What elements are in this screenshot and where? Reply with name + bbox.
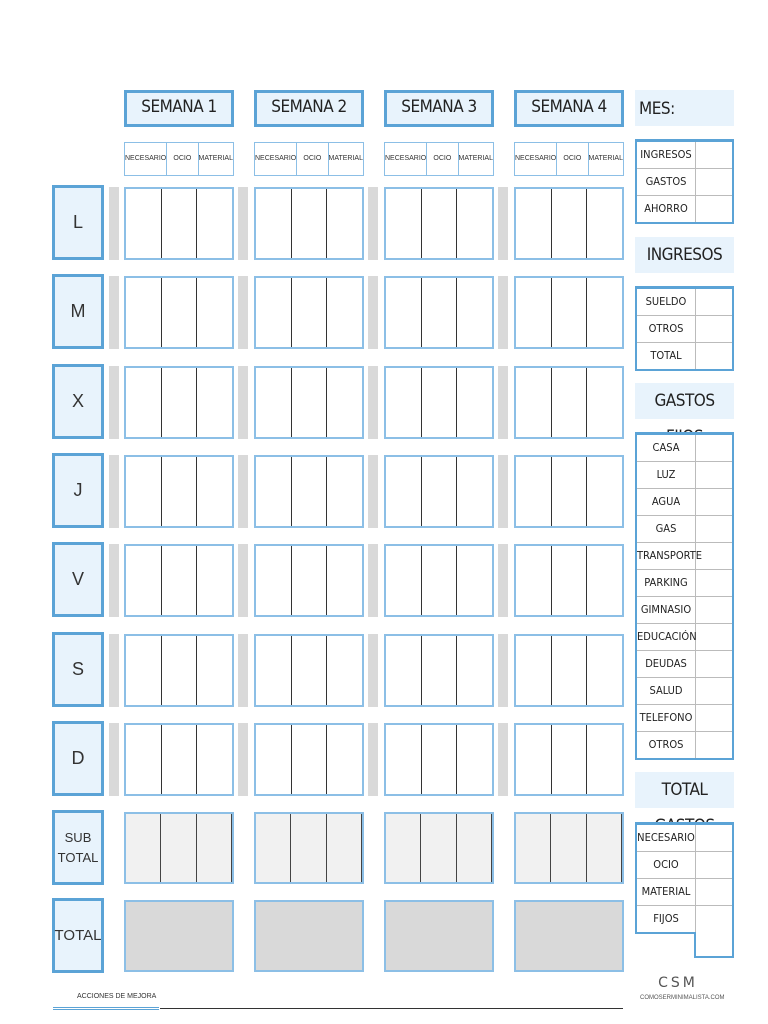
week-4-columns: [514, 142, 624, 176]
entry-cell[interactable]: [292, 368, 328, 437]
entry-cell[interactable]: [422, 278, 458, 347]
subtotal-cell[interactable]: [587, 814, 622, 882]
row-marker: [238, 723, 248, 796]
row-marker: [498, 634, 508, 707]
day-cells-week-2: [254, 276, 364, 349]
entry-cell[interactable]: [552, 278, 588, 347]
row-value-transporte[interactable]: [696, 543, 732, 569]
table-row: [637, 316, 732, 343]
day-cells-week-3: [384, 723, 494, 796]
entry-cell[interactable]: [457, 546, 492, 615]
entry-cell[interactable]: [256, 636, 292, 705]
row-value-ingresos[interactable]: [696, 142, 732, 168]
entry-cell[interactable]: [292, 546, 328, 615]
day-cells-week-1: [124, 634, 234, 707]
day-cells-week-4: [514, 276, 624, 349]
day-label-m: M: [52, 274, 104, 349]
column-label-ocio: OCIO: [427, 143, 458, 175]
entry-cell[interactable]: [126, 278, 162, 347]
entry-cell[interactable]: [162, 725, 198, 794]
entry-cell[interactable]: [292, 278, 328, 347]
day-cells-week-1: [124, 455, 234, 528]
day-label-x: X: [52, 364, 104, 439]
column-label-necesario: NECESARIO: [515, 143, 557, 175]
entry-cell[interactable]: [126, 189, 162, 258]
table-row: [637, 852, 732, 879]
row-value-total[interactable]: [696, 343, 732, 369]
ingresos-table: [635, 286, 734, 371]
row-marker: [238, 366, 248, 439]
subtotal-cell[interactable]: [421, 814, 456, 882]
row-marker: [498, 276, 508, 349]
entry-cell[interactable]: [292, 725, 328, 794]
entry-cell[interactable]: [457, 278, 492, 347]
day-cells-week-1: [124, 366, 234, 439]
day-cells-week-1: [124, 276, 234, 349]
row-value-casa[interactable]: [696, 435, 732, 461]
day-label-l: L: [52, 185, 104, 260]
entry-cell[interactable]: [126, 725, 162, 794]
entry-cell[interactable]: [457, 457, 492, 526]
subtotal-cells-week-4: [514, 812, 624, 884]
entry-cell[interactable]: [162, 457, 198, 526]
table-row: [637, 651, 732, 678]
entry-cell[interactable]: [256, 368, 292, 437]
entry-cell[interactable]: [197, 546, 232, 615]
entry-cell[interactable]: [457, 725, 492, 794]
entry-cell[interactable]: [126, 546, 162, 615]
entry-cell[interactable]: [256, 278, 292, 347]
day-cells-week-2: [254, 544, 364, 617]
brand-logo: CSM: [658, 975, 698, 991]
table-row: [637, 732, 732, 758]
table-row: [637, 343, 732, 369]
ingresos-header: [635, 237, 734, 273]
row-label-casa: CASA: [637, 435, 696, 461]
entry-cell[interactable]: [422, 636, 458, 705]
day-cells-week-4: [514, 366, 624, 439]
mes-label: MES:: [639, 99, 675, 119]
row-marker: [368, 634, 378, 707]
entry-cell[interactable]: [587, 189, 622, 258]
entry-cell[interactable]: [197, 278, 232, 347]
day-cells-week-3: [384, 187, 494, 260]
entry-cell[interactable]: [126, 636, 162, 705]
subtotal-cell[interactable]: [327, 814, 362, 882]
day-cells-week-3: [384, 634, 494, 707]
row-label-sueldo: SUELDO: [637, 289, 696, 315]
table-row: [637, 435, 732, 462]
entry-cell[interactable]: [197, 457, 232, 526]
day-cells-week-2: [254, 634, 364, 707]
column-label-ocio: OCIO: [297, 143, 328, 175]
row-marker: [498, 455, 508, 528]
entry-cell[interactable]: [552, 636, 588, 705]
row-marker: [238, 455, 248, 528]
week-title-3: SEMANA 3: [384, 90, 494, 127]
entry-cell[interactable]: [256, 457, 292, 526]
row-label-fijos: FIJOS: [637, 906, 696, 932]
day-cells-week-3: [384, 455, 494, 528]
subtotal-label: SUB TOTAL: [52, 810, 104, 885]
day-label-s: S: [52, 632, 104, 707]
entry-cell[interactable]: [256, 546, 292, 615]
entry-cell[interactable]: [292, 457, 328, 526]
row-label-total: TOTAL: [637, 343, 696, 369]
row-value-gastos[interactable]: [696, 169, 732, 195]
row-marker: [498, 544, 508, 617]
row-marker: [498, 723, 508, 796]
entry-cell[interactable]: [422, 189, 458, 258]
table-row: [637, 489, 732, 516]
acciones-label: ACCIONES DE MEJORA: [77, 993, 157, 1000]
entry-cell[interactable]: [327, 278, 362, 347]
row-label-otros: OTROS: [637, 316, 696, 342]
row-value-ahorro[interactable]: [696, 196, 732, 222]
entry-cell[interactable]: [126, 368, 162, 437]
subtotal-cell[interactable]: [457, 814, 492, 882]
subtotal-cells-week-3: [384, 812, 494, 884]
table-row: [637, 906, 732, 932]
entry-cell[interactable]: [422, 457, 458, 526]
entry-cell[interactable]: [327, 457, 362, 526]
row-label-agua: AGUA: [637, 489, 696, 515]
row-value-otros[interactable]: [696, 316, 732, 342]
day-cells-week-4: [514, 723, 624, 796]
entry-cell[interactable]: [516, 725, 552, 794]
entry-cell[interactable]: [386, 457, 422, 526]
entry-cell[interactable]: [516, 636, 552, 705]
total-label: TOTAL: [52, 898, 104, 973]
row-value-fijos[interactable]: [696, 906, 732, 932]
table-row: [637, 678, 732, 705]
entry-cell[interactable]: [292, 636, 328, 705]
column-label-material: MATERIAL: [198, 155, 233, 162]
entry-cell[interactable]: [587, 546, 622, 615]
table-row: [637, 169, 732, 196]
row-label-transporte: TRANSPORTE: [637, 543, 696, 569]
day-cells-week-2: [254, 723, 364, 796]
row-value-luz[interactable]: [696, 462, 732, 488]
table-row: [637, 597, 732, 624]
day-cells-week-1: [124, 544, 234, 617]
row-value-deudas[interactable]: [696, 651, 732, 677]
entry-cell[interactable]: [197, 189, 232, 258]
row-label-luz: LUZ: [637, 462, 696, 488]
entry-cell[interactable]: [256, 189, 292, 258]
day-label-j: J: [52, 453, 104, 528]
day-cells-week-2: [254, 455, 364, 528]
entry-cell[interactable]: [552, 546, 588, 615]
row-value-agua[interactable]: [696, 489, 732, 515]
entry-cell[interactable]: [327, 189, 362, 258]
subtotal-cell[interactable]: [256, 814, 291, 882]
row-label-gimnasio: GIMNASIO: [637, 597, 696, 623]
entry-cell[interactable]: [552, 189, 588, 258]
week-3-columns: [384, 142, 494, 176]
entry-cell[interactable]: [197, 636, 232, 705]
row-marker: [238, 276, 248, 349]
entry-cell[interactable]: [457, 636, 492, 705]
row-label-ahorro: AHORRO: [637, 196, 696, 222]
column-label-necesario: NECESARIO: [125, 143, 167, 175]
subtotal-cell[interactable]: [197, 814, 232, 882]
row-label-otros: OTROS: [637, 732, 696, 758]
entry-cell[interactable]: [386, 189, 422, 258]
day-cells-week-1: [124, 723, 234, 796]
row-value-educación[interactable]: [696, 624, 732, 650]
row-value-gas[interactable]: [696, 516, 732, 542]
row-marker: [109, 187, 119, 260]
subtotal-cell[interactable]: [161, 814, 196, 882]
row-marker: [109, 544, 119, 617]
subtotal-cell[interactable]: [516, 814, 551, 882]
row-label-material: MATERIAL: [637, 879, 696, 905]
entry-cell[interactable]: [386, 368, 422, 437]
table-row: [637, 879, 732, 906]
entry-cell[interactable]: [587, 457, 622, 526]
row-value-ocio[interactable]: [696, 852, 732, 878]
gastos-fijos-header: [635, 383, 734, 419]
entry-cell[interactable]: [162, 636, 198, 705]
total-gastos-header: [635, 772, 734, 808]
entry-cell[interactable]: [197, 368, 232, 437]
week-title-2: SEMANA 2: [254, 90, 364, 127]
entry-cell[interactable]: [552, 368, 588, 437]
row-marker: [368, 187, 378, 260]
subtotal-cells-week-1: [124, 812, 234, 884]
entry-cell[interactable]: [457, 189, 492, 258]
ingresos-title: INGRESOS: [646, 245, 723, 265]
row-marker: [109, 455, 119, 528]
row-marker: [109, 276, 119, 349]
gastos-fijos-table: [635, 432, 734, 760]
table-row: [637, 142, 732, 169]
row-value-telefono[interactable]: [696, 705, 732, 731]
subtotal-cell[interactable]: [291, 814, 326, 882]
entry-cell[interactable]: [587, 368, 622, 437]
entry-cell[interactable]: [162, 278, 198, 347]
entry-cell[interactable]: [516, 546, 552, 615]
row-marker: [109, 634, 119, 707]
subtotal-cell[interactable]: [386, 814, 421, 882]
day-cells-week-4: [514, 634, 624, 707]
row-marker: [368, 544, 378, 617]
day-cells-week-3: [384, 366, 494, 439]
subtotal-cell[interactable]: [126, 814, 161, 882]
total-cell-week-1[interactable]: [124, 900, 234, 972]
brand-url: COMOSERMINIMALISTA.COM: [640, 995, 725, 1001]
subtotal-cells-week-2: [254, 812, 364, 884]
day-cells-week-4: [514, 187, 624, 260]
total-cell-week-4[interactable]: [514, 900, 624, 972]
table-row: [637, 289, 732, 316]
row-marker: [238, 187, 248, 260]
week-2-columns: [254, 142, 364, 176]
row-marker: [109, 723, 119, 796]
total-gastos-table: [635, 822, 734, 934]
row-marker: [109, 366, 119, 439]
table-row: [637, 516, 732, 543]
total-cell-week-3[interactable]: [384, 900, 494, 972]
day-cells-week-2: [254, 366, 364, 439]
column-label-material: MATERIAL: [328, 155, 363, 162]
day-cells-week-3: [384, 544, 494, 617]
acciones-line[interactable]: [160, 1008, 623, 1009]
row-value-parking[interactable]: [696, 570, 732, 596]
row-label-telefono: TELEFONO: [637, 705, 696, 731]
row-label-gas: GAS: [637, 516, 696, 542]
table-row: [637, 825, 732, 852]
entry-cell[interactable]: [587, 636, 622, 705]
day-cells-week-4: [514, 544, 624, 617]
row-value-otros[interactable]: [696, 732, 732, 758]
row-marker: [368, 455, 378, 528]
entry-cell[interactable]: [386, 725, 422, 794]
row-marker: [368, 276, 378, 349]
entry-cell[interactable]: [327, 725, 362, 794]
row-label-deudas: DEUDAS: [637, 651, 696, 677]
week-1-columns: [124, 142, 234, 176]
entry-cell[interactable]: [327, 546, 362, 615]
row-label-salud: SALUD: [637, 678, 696, 704]
entry-cell[interactable]: [386, 278, 422, 347]
entry-cell[interactable]: [292, 189, 328, 258]
table-row: [637, 462, 732, 489]
week-title-4: SEMANA 4: [514, 90, 624, 127]
total-gastos-title: TOTAL: [661, 780, 708, 800]
entry-cell[interactable]: [126, 457, 162, 526]
row-marker: [368, 366, 378, 439]
day-cells-week-1: [124, 187, 234, 260]
entry-cell[interactable]: [516, 189, 552, 258]
table-row: [637, 624, 732, 651]
entry-cell[interactable]: [327, 636, 362, 705]
table-row: [637, 705, 732, 732]
entry-cell[interactable]: [162, 368, 198, 437]
table-row: [637, 570, 732, 597]
row-value-salud[interactable]: [696, 678, 732, 704]
day-label-v: V: [52, 542, 104, 617]
row-marker: [498, 187, 508, 260]
row-marker: [498, 366, 508, 439]
entry-cell[interactable]: [162, 546, 198, 615]
entry-cell[interactable]: [256, 725, 292, 794]
entry-cell[interactable]: [587, 725, 622, 794]
gastos-fijos-title: GASTOS: [654, 391, 715, 411]
day-cells-week-4: [514, 455, 624, 528]
row-marker: [238, 634, 248, 707]
row-value-material[interactable]: [696, 879, 732, 905]
grand-total-cell[interactable]: [694, 932, 734, 958]
entry-cell[interactable]: [197, 725, 232, 794]
day-label-d: D: [52, 721, 104, 796]
entry-cell[interactable]: [422, 725, 458, 794]
column-label-necesario: NECESARIO: [255, 143, 297, 175]
row-marker: [238, 544, 248, 617]
total-cell-week-2[interactable]: [254, 900, 364, 972]
mes-table: [635, 139, 734, 224]
entry-cell[interactable]: [552, 457, 588, 526]
row-label-necesario: NECESARIO: [637, 825, 696, 851]
entry-cell[interactable]: [552, 725, 588, 794]
row-label-educación: EDUCACIÓN: [637, 624, 696, 650]
day-cells-week-3: [384, 276, 494, 349]
row-label-ingresos: INGRESOS: [637, 142, 696, 168]
row-marker: [368, 723, 378, 796]
table-row: [637, 196, 732, 222]
entry-cell[interactable]: [386, 546, 422, 615]
column-label-material: MATERIAL: [458, 155, 493, 162]
acciones-underline-blue: [53, 1007, 159, 1010]
entry-cell[interactable]: [516, 368, 552, 437]
entry-cell[interactable]: [516, 457, 552, 526]
week-title-1: SEMANA 1: [124, 90, 234, 127]
entry-cell[interactable]: [386, 636, 422, 705]
entry-cell[interactable]: [422, 368, 458, 437]
column-label-ocio: OCIO: [557, 143, 588, 175]
row-value-sueldo[interactable]: [696, 289, 732, 315]
row-label-ocio: OCIO: [637, 852, 696, 878]
entry-cell[interactable]: [327, 368, 362, 437]
row-label-parking: PARKING: [637, 570, 696, 596]
subtotal-cell[interactable]: [551, 814, 586, 882]
entry-cell[interactable]: [457, 368, 492, 437]
entry-cell[interactable]: [162, 189, 198, 258]
entry-cell[interactable]: [422, 546, 458, 615]
day-cells-week-2: [254, 187, 364, 260]
row-value-necesario[interactable]: [696, 825, 732, 851]
row-value-gimnasio[interactable]: [696, 597, 732, 623]
column-label-necesario: NECESARIO: [385, 143, 427, 175]
row-label-gastos: GASTOS: [637, 169, 696, 195]
column-label-ocio: OCIO: [167, 143, 198, 175]
table-row: [637, 543, 732, 570]
entry-cell[interactable]: [516, 278, 552, 347]
entry-cell[interactable]: [587, 278, 622, 347]
column-label-material: MATERIAL: [588, 155, 623, 162]
mes-header: [635, 90, 734, 126]
